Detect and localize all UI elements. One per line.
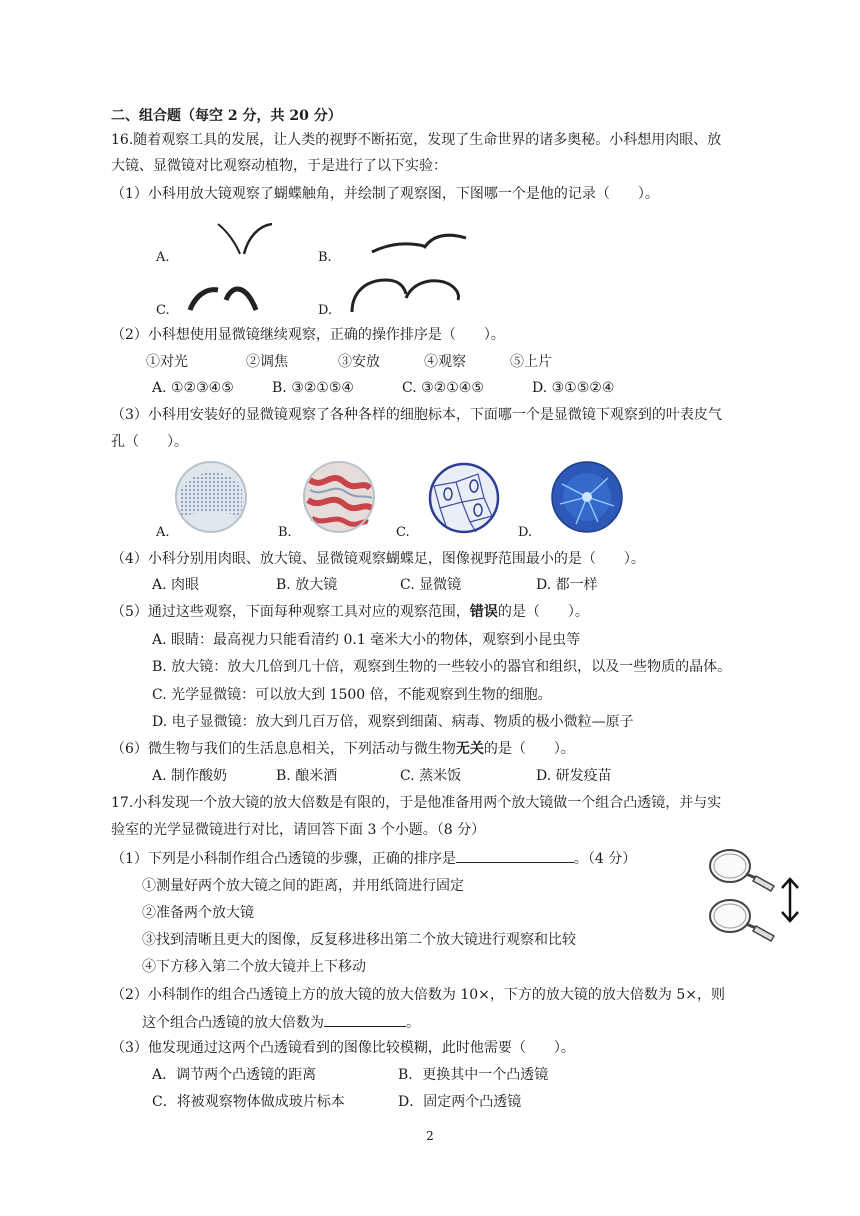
choice-d: D．固定两个凸透镜 bbox=[398, 1094, 522, 1110]
option-label-b: B. bbox=[318, 250, 332, 265]
step-item: ①对光 bbox=[146, 354, 188, 370]
antenna-a-icon bbox=[206, 218, 276, 258]
choice-d: D. 研发疫苗 bbox=[536, 768, 612, 784]
page-number: 2 bbox=[426, 1129, 434, 1143]
q16-stem-line2: 大镜、显微镜对比观察动植物，于是进行了以下实验： bbox=[111, 158, 447, 174]
option-label-d: D. bbox=[518, 525, 533, 540]
choice-c: C. 显微镜 bbox=[400, 577, 462, 593]
answer-blank[interactable] bbox=[456, 848, 574, 863]
choice-a: A. 肉眼 bbox=[152, 577, 200, 593]
q17-stem-line2: 验室的光学显微镜进行对比，请回答下面 3 个小题。（8 分） bbox=[111, 822, 486, 838]
q16-stem-line1: 16.随着观察工具的发展，让人类的视野不断拓宽，发现了生命世界的诸多奥秘。小科想用肉眼、放 bbox=[111, 132, 722, 148]
q17-part2-line1: （2）小科制作的组合凸透镜上方的放大镜的放大倍数为 10×，下方的放大镜的放大倍数为 5×，则 bbox=[111, 987, 725, 1003]
q17-part2-text: 这个组合凸透镜的放大倍数为 bbox=[142, 1015, 324, 1031]
choice-b: B．更换其中一个凸透镜 bbox=[398, 1067, 549, 1083]
step-item: ④下方移入第二个放大镜并上下移动 bbox=[142, 959, 366, 975]
q17-part1-text: （1）下列是小科制作组合凸透镜的步骤，正确的排序是 bbox=[111, 851, 456, 867]
antenna-c-icon bbox=[186, 280, 262, 316]
choice-d: D. 都一样 bbox=[536, 577, 598, 593]
choice-a: A. 制作酸奶 bbox=[152, 768, 228, 784]
cell-image-a bbox=[172, 460, 250, 534]
answer-blank[interactable] bbox=[324, 1012, 406, 1027]
q16-part6-text: （6）微生物与我们的生活息息相关，下列活动与微生物 bbox=[111, 741, 456, 757]
cell-image-c bbox=[426, 462, 502, 534]
choice-a: A．调节两个凸透镜的距离 bbox=[152, 1067, 317, 1083]
q17-part1-tail: 。（4 分） bbox=[573, 851, 637, 867]
q16-part5 bbox=[111, 602, 589, 622]
q16-part1: （1）小科用放大镜观察了蝴蝶触角，并绘制了观察图，下图哪一个是他的记录（ ）。 bbox=[111, 186, 659, 202]
q16-part6-tail: 的是（ ）。 bbox=[483, 741, 575, 757]
q17-part2-line2 bbox=[142, 1012, 420, 1033]
q17-stem-line1: 17.小科发现一个放大镜的放大倍数是有限的，于是他准备用两个放大镜做一个组合凸透镜，并与实 bbox=[111, 795, 722, 811]
q16-part3-line2: 孔（ ）。 bbox=[111, 434, 188, 450]
option-label-c: C. bbox=[156, 303, 170, 318]
option-label-a: A. bbox=[156, 250, 170, 265]
magnifier-icon bbox=[704, 896, 782, 944]
q16-part6 bbox=[111, 739, 575, 759]
q17-part1 bbox=[111, 848, 636, 869]
choice-b: B. ③②①⑤④ bbox=[272, 380, 354, 396]
step-item: ③找到清晰且更大的图像，反复移进移出第二个放大镜进行观察和比较 bbox=[142, 932, 576, 948]
option-label-b: B. bbox=[278, 525, 292, 540]
cell-image-d bbox=[548, 460, 626, 534]
choice-a: A. 眼睛：最高视力只能看清约 0.1 毫米大小的物体，观察到小昆虫等 bbox=[152, 632, 581, 648]
cell-image-b bbox=[300, 460, 378, 534]
option-label-d: D. bbox=[318, 303, 333, 318]
choice-b: B. 酿米酒 bbox=[276, 768, 338, 784]
antenna-b-icon bbox=[366, 228, 470, 258]
magnifier-icon bbox=[704, 846, 782, 894]
q17-part2-tail: 。 bbox=[406, 1015, 420, 1031]
choice-d: D. ③①⑤②④ bbox=[532, 380, 615, 396]
step-item: ②调焦 bbox=[246, 354, 288, 370]
antenna-d-icon bbox=[346, 274, 464, 318]
q17-part3: （3）他发现通过这两个凸透镜看到的图像比较模糊，此时他需要（ ）。 bbox=[111, 1040, 575, 1056]
q16-part6-emphasis: 无关 bbox=[455, 741, 484, 757]
section-title: 二、组合题（每空 2 分，共 20 分） bbox=[111, 108, 342, 124]
step-item: ①测量好两个放大镜之间的距离，并用纸筒进行固定 bbox=[142, 878, 464, 894]
q16-part5-text: （5）通过这些观察，下面每种观察工具对应的观察范围， bbox=[111, 604, 470, 620]
q16-part4: （4）小科分别用肉眼、放大镜、显微镜观察蝴蝶足，图像视野范围最小的是（ ）。 bbox=[111, 551, 645, 567]
q16-part5-tail: 的是（ ）。 bbox=[497, 604, 589, 620]
choice-c: C. 蒸米饭 bbox=[400, 768, 462, 784]
choice-b: B. 放大镜 bbox=[276, 577, 338, 593]
choice-d: D. 电子显微镜：放大到几百万倍，观察到细菌、病毒、物质的极小微粒—原子 bbox=[152, 714, 634, 730]
step-item: ④观察 bbox=[424, 354, 466, 370]
step-item: ②准备两个放大镜 bbox=[142, 905, 254, 921]
choice-c: C．将被观察物体做成玻片标本 bbox=[152, 1094, 345, 1110]
step-item: ⑤上片 bbox=[510, 354, 552, 370]
choice-b: B. 放大镜：放大几倍到几十倍，观察到生物的一些较小的器官和组织，以及一些物质的晶体。 bbox=[152, 659, 732, 675]
double-arrow-icon bbox=[778, 876, 802, 924]
step-item: ③安放 bbox=[338, 354, 380, 370]
choice-a: A. ①②③④⑤ bbox=[152, 380, 234, 396]
q16-part5-emphasis: 错误 bbox=[469, 604, 498, 620]
option-label-c: C. bbox=[396, 525, 410, 540]
choice-c: C. 光学显微镜：可以放大到 1500 倍，不能观察到生物的细胞。 bbox=[152, 687, 552, 703]
choice-c: C. ③②①④⑤ bbox=[402, 380, 484, 396]
option-label-a: A. bbox=[156, 525, 170, 540]
q16-part2: （2）小科想使用显微镜继续观察，正确的操作排序是（ ）。 bbox=[111, 327, 505, 343]
q16-part3-line1: （3）小科用安装好的显微镜观察了各种各样的细胞标本，下面哪一个是显微镜下观察到的叶表皮气 bbox=[111, 407, 722, 423]
